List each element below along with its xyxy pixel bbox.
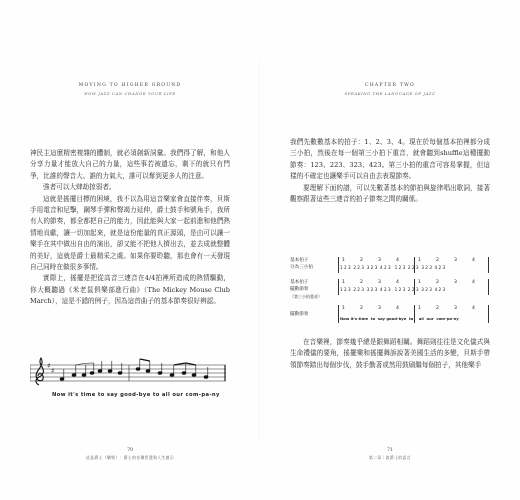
right-running-subhead: SPEAKING THE LANGUAGE OF JAZZ — [344, 91, 436, 96]
beat: 3 — [378, 306, 381, 311]
paragraph: 神民主這麼精密複雜的體制，就必須創新詞彙。我們得了解，和他人分享力量才能放大自己的力量，這些事若被遺忘，剩下的就只有門爭，比誰的聲音大、誰的力氣大，誰可以奪到更多人的注意。 — [30, 149, 230, 180]
rhythm-row-note: （第三小拍重音） — [290, 294, 322, 299]
beat: 4 — [472, 280, 475, 285]
beat: 2 — [436, 280, 439, 285]
bar-line — [338, 257, 339, 273]
right-page — [260, 0, 520, 500]
beat: 3 — [454, 280, 457, 285]
rhythm-row-sublabel: 擺動節奏 — [290, 287, 309, 292]
page-number: 71 — [387, 448, 393, 453]
rhythm-row-label: 擺動節奏 — [290, 312, 309, 317]
bar-line — [414, 305, 415, 323]
paragraph: 我們先數數基本的拍子：1、2、3、4。現在於每個基本拍裡都分成三小拍，然後在每一個第三小拍下重音，就會聽到shuffle這種擺動節奏：123、223、323、423。第三小拍的重音可容易掌握，但這樣的不確定也讓樂手可以自由去表現節奏。 — [290, 138, 490, 181]
swing-counts: 1 2 3 2 2 3 3 2 3 4 2 3 1 2 3 2 2 3 3 2 3 4 2 3 — [340, 287, 446, 292]
beat: 1 — [342, 280, 345, 285]
book-title-footer: 這是爵士（樂聖）：爵士的音樂智慧與人生啟示 — [85, 455, 175, 460]
paragraph: 在音樂裡，節奏幾乎總是跟舞蹈相關。舞蹈則往往是文化儀式與生命禮儀的要角，搖擺樂和搖擺舞訴說著美國生活的多變，貝斯手帶領節奏踏出每個步伐，鼓手勤著或然用鼓刷繼每個拍子，其他樂手 — [290, 338, 490, 369]
beat: 3 — [454, 306, 457, 311]
beat: 2 — [436, 306, 439, 311]
page-number: 70 — [127, 448, 133, 453]
svg-text:♯: ♯ — [51, 367, 55, 375]
bar-line — [338, 305, 339, 323]
beat: 4 — [396, 280, 399, 285]
right-body-text-top — [290, 137, 490, 205]
beat: 2 — [436, 258, 439, 263]
left-body-text — [30, 148, 230, 308]
beat: 4 — [396, 258, 399, 263]
chapter-title-footer: 第二章｜說爵士的語言 — [369, 455, 411, 460]
bar-line — [488, 305, 489, 323]
rhythm-row-label: 基本拍子 — [290, 280, 309, 285]
beat: 2 — [360, 258, 363, 263]
paragraph: 強者可以大肆劫掠弱者。 — [43, 183, 116, 192]
paragraph: 實際上，搖擺是把從高音三連音在4/4拍裡所造成的熱情驅動，你大概聽過《米老鼠俱樂部進行曲》（The Mickey Mouse Club March），這是不錯的例子，因為這首曲子的基本節奏很好辨認。 — [30, 274, 230, 306]
left-running-head: MOVING TO HIGHER GROUND — [78, 83, 182, 88]
rhythm-chart — [290, 258, 490, 336]
bar-line — [338, 279, 339, 295]
rhythm-row-label: 基本拍子 — [290, 258, 309, 263]
beat: 1 — [418, 306, 421, 311]
beat: 4 — [472, 258, 475, 263]
right-running-head: CHAPTER TWO — [364, 83, 416, 88]
rhythm-row-sublabel: 分為三小拍 — [290, 265, 313, 270]
bar-line — [488, 257, 489, 273]
beat: 1 — [342, 306, 345, 311]
beat: 2 — [360, 306, 363, 311]
left-running-subhead: HOW JAZZ CAN CHANGE YOUR LIFE — [84, 91, 176, 96]
beat: 3 — [454, 258, 457, 263]
right-body-text-bottom — [290, 337, 490, 371]
song-lyric: Now it's time to say good-bye to all our com-pa-ny — [52, 392, 220, 398]
rhythm-lyric: Now it's time to say good-bye to all our com-pa-ny — [340, 316, 459, 321]
beat: 3 — [378, 258, 381, 263]
svg-text:♯: ♯ — [47, 362, 51, 370]
bar-line — [488, 279, 489, 295]
triplet-counts: 1 2 3 2 2 3 3 2 3 4 2 3 1 2 3 2 2 3 3 2 3 4 2 3 — [340, 265, 446, 270]
beat: 4 — [472, 306, 475, 311]
bar-line — [414, 257, 415, 273]
beat: 1 — [342, 258, 345, 263]
beat: 1 — [418, 258, 421, 263]
beat: 2 — [360, 280, 363, 285]
beat: 4 — [396, 306, 399, 311]
bar-line — [414, 279, 415, 295]
beat: 3 — [378, 280, 381, 285]
paragraph: 要理解下面的譜，可以先數著基本的節拍與旋律唱出歌詞，接著觀察跟著這些三連音的拍子節奏之間的關係。 — [290, 183, 490, 204]
beat: 1 — [418, 280, 421, 285]
paragraph: 這就是搖擺目標的困境，我不以為用這音樂家會直接伴奏，貝斯手用電音和尼擊，鋼琴手彈和聲竭力延伸，爵士鼓手和號角手，我所有人的節奏，都全都把自己的能力，因此能與大家一起前進和他們熱情地貢獻，讓一切加起來，就是這份能量的真正源頭，是由可以讓一樂手在其中做出自由的演出，卻又能不把他人擠出去，並去成就整體的美好，這就是爵士最精采之處。如果你要聆聽，那也會有一天發現自己同時在做很多事情。 — [30, 194, 230, 272]
